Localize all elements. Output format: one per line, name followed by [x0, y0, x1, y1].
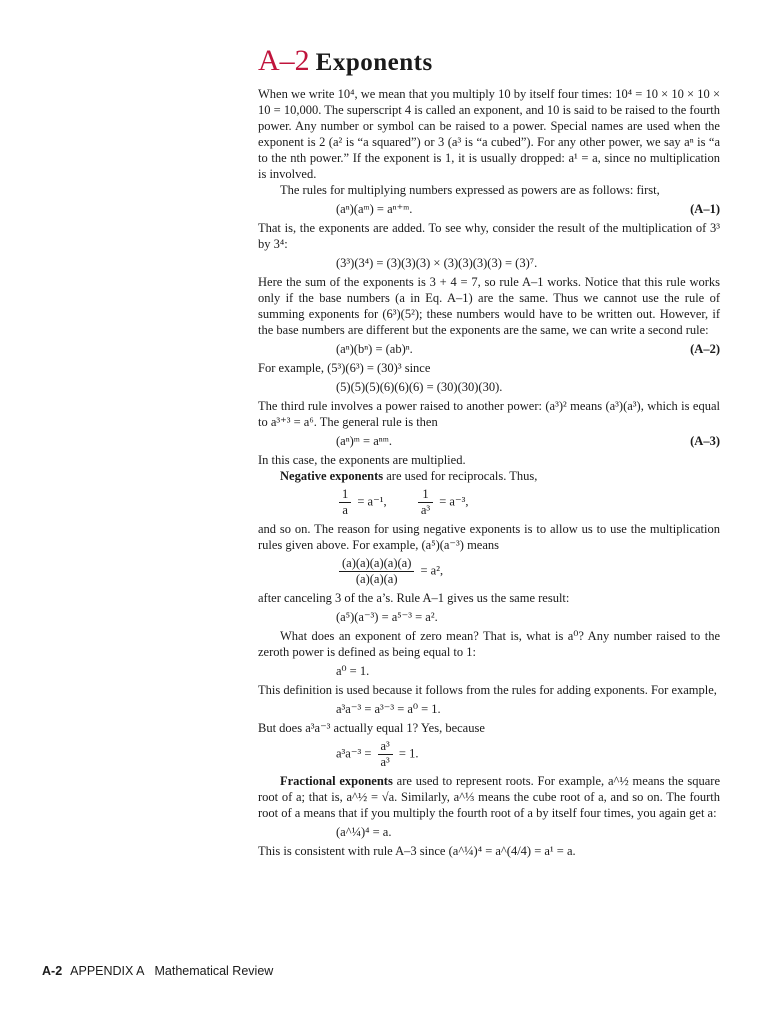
equation-556	[336, 379, 720, 395]
term-negative-exponents: Negative exponents	[280, 469, 384, 483]
fraction-denominator: (a)(a)(a)	[355, 572, 398, 586]
equation-fourth-root	[336, 824, 720, 840]
paragraph-consistent: This is consistent with rule A–3 since (a^¼)⁴ = a^(4/4) = a¹ = a.	[258, 844, 576, 858]
paragraph-exponent-intro: When we write 10⁴, we mean that you multiply 10 by itself four times: 10⁴ = 10 × 10 × 10 × 10 = 10,000. The superscript 4 is called an exponent, and 10 is said to be raised to the fourth power. Any number or symbol can be raised to a power. Special names are used when the exponent is 2 (a² is “a squared”) or 3 (a³ is “a cubed”). For any other power, we say aⁿ is “a to the nth power.” If the exponent is 1, it is usually dropped: a¹ = a, since no multiplication is involved.	[258, 87, 720, 181]
fraction-a3-over-a3	[378, 739, 393, 770]
equation-a1-body: (aⁿ)(aᵐ) = aⁿ⁺ᵐ.	[336, 202, 413, 216]
paragraph-sum-exponents: Here the sum of the exponents is 3 + 4 = 7, so rule A–1 works. Notice that this rule works only if the base numbers (a in Eq. A–1) are the same. Thus we cannot use the rule of summing exponents for (6³)(5²); these numbers would have to be written out. However, if the base numbers are different but the exponents are the same, we can write a second rule:	[258, 275, 720, 337]
page-content	[258, 44, 720, 859]
footer-appendix: APPENDIX A	[70, 964, 145, 978]
section-title: Exponents	[315, 49, 433, 76]
equation-cancel	[336, 556, 720, 587]
paragraph-example-5-6: For example, (5³)(6³) = (30)³ since	[258, 361, 431, 375]
footer-title: Mathematical Review	[154, 964, 274, 978]
section-number: A–2	[258, 44, 310, 77]
fraction-numerator: 1	[339, 487, 351, 503]
equation-3-cubed-body: (3³)(3⁴) = (3)(3)(3) × (3)(3)(3)(3) = (3)⁷.	[336, 256, 538, 270]
paragraph-exponents-added: That is, the exponents are added. To see why, consider the result of the multiplication of 3³ by 3⁴:	[258, 221, 720, 251]
footer-page-number: A-2	[42, 964, 63, 978]
fraction-numerator: a³	[378, 739, 393, 755]
paragraph-fractional-exponents-text: are used to represent roots. For example, a^½ means the square root of a; that is, a^½ = √a. Similarly, a^⅓ means the cube root of a, and so on. The fourth root of a means that if you multiply the fourth root of a by itself four times, you again get a:	[258, 774, 720, 820]
equation-a1	[336, 201, 720, 217]
fraction-1-over-a-cubed	[418, 487, 433, 518]
equation-a0-body: a⁰ = 1.	[336, 664, 370, 678]
equation-a3	[336, 433, 720, 449]
equation-a1-tag: (A–1)	[690, 202, 720, 216]
paragraph-definition: This definition is used because it follows from the rules for adding exponents. For example,	[258, 683, 717, 697]
reciprocal-1-rhs: = a⁻¹,	[357, 494, 387, 509]
fraction-cancel	[339, 556, 414, 587]
fraction-numerator: 1	[418, 487, 433, 503]
fraction-denominator: a³	[420, 503, 431, 517]
paragraph-multiplied: In this case, the exponents are multiplied.	[258, 453, 466, 467]
page-footer	[42, 964, 273, 978]
equation-a3a-3-body: a³a⁻³ = a³⁻³ = a⁰ = 1.	[336, 702, 441, 716]
paragraph-zero-exponent: What does an exponent of zero mean? That is, what is a⁰? Any number raised to the zeroth power is defined as being equal to 1:	[258, 629, 720, 659]
equation-a5-a3-body: (a⁵)(a⁻³) = a⁵⁻³ = a².	[336, 610, 438, 624]
term-fractional-exponents: Fractional exponents	[280, 774, 393, 788]
fraction-1-over-a	[339, 487, 351, 518]
paragraph-fractional-exponents	[258, 773, 720, 821]
equation-a2-body: (aⁿ)(bⁿ) = (ab)ⁿ.	[336, 342, 413, 356]
paragraph-after-canceling: after canceling 3 of the a’s. Rule A–1 gives us the same result:	[258, 591, 570, 605]
fraction-denominator: a	[342, 503, 348, 517]
equation-a2	[336, 341, 720, 357]
fraction-denominator: a³	[380, 755, 390, 769]
equation-a3a-3	[336, 701, 720, 717]
paragraph-negative-reason: and so on. The reason for using negative exponents is to allow us to use the multiplication rules given above. For example, (a⁵)(a⁻³) means	[258, 522, 720, 552]
reciprocal-2-rhs: = a⁻³,	[439, 494, 469, 509]
equation-a5-a3	[336, 609, 720, 625]
paragraph-negative-exponents-text: are used for reciprocals. Thus,	[383, 469, 538, 483]
equation-a0	[336, 663, 720, 679]
equation-a3-body: (aⁿ)ᵐ = aⁿᵐ.	[336, 434, 392, 448]
equation-a3-tag: (A–3)	[690, 434, 720, 448]
equation-3-cubed	[336, 255, 720, 271]
paragraph-rules-intro: The rules for multiplying numbers expressed as powers are as follows: first,	[280, 183, 660, 197]
equation-556-body: (5)(5)(5)(6)(6)(6) = (30)(30)(30).	[336, 380, 503, 394]
cancel-rhs: = a²,	[420, 563, 444, 578]
section-heading	[258, 44, 720, 80]
equation-reciprocals	[336, 487, 720, 518]
paragraph-negative-exponents	[258, 468, 720, 484]
paragraph-third-rule: The third rule involves a power raised to another power: (a³)² means (a³)(a³), which is equal to a³⁺³ = a⁶. The general rule is then	[258, 399, 720, 429]
equation-fourth-root-body: (a^¼)⁴ = a.	[336, 825, 392, 839]
fraction-numerator: (a)(a)(a)(a)(a)	[339, 556, 414, 572]
equation-fraction-lhs: a³a⁻³ =	[336, 746, 372, 761]
equation-fraction-rhs: = 1.	[398, 746, 419, 761]
paragraph-does-equal: But does a³a⁻³ actually equal 1? Yes, because	[258, 721, 485, 735]
equation-fraction-one	[336, 739, 720, 770]
equation-a2-tag: (A–2)	[690, 342, 720, 356]
